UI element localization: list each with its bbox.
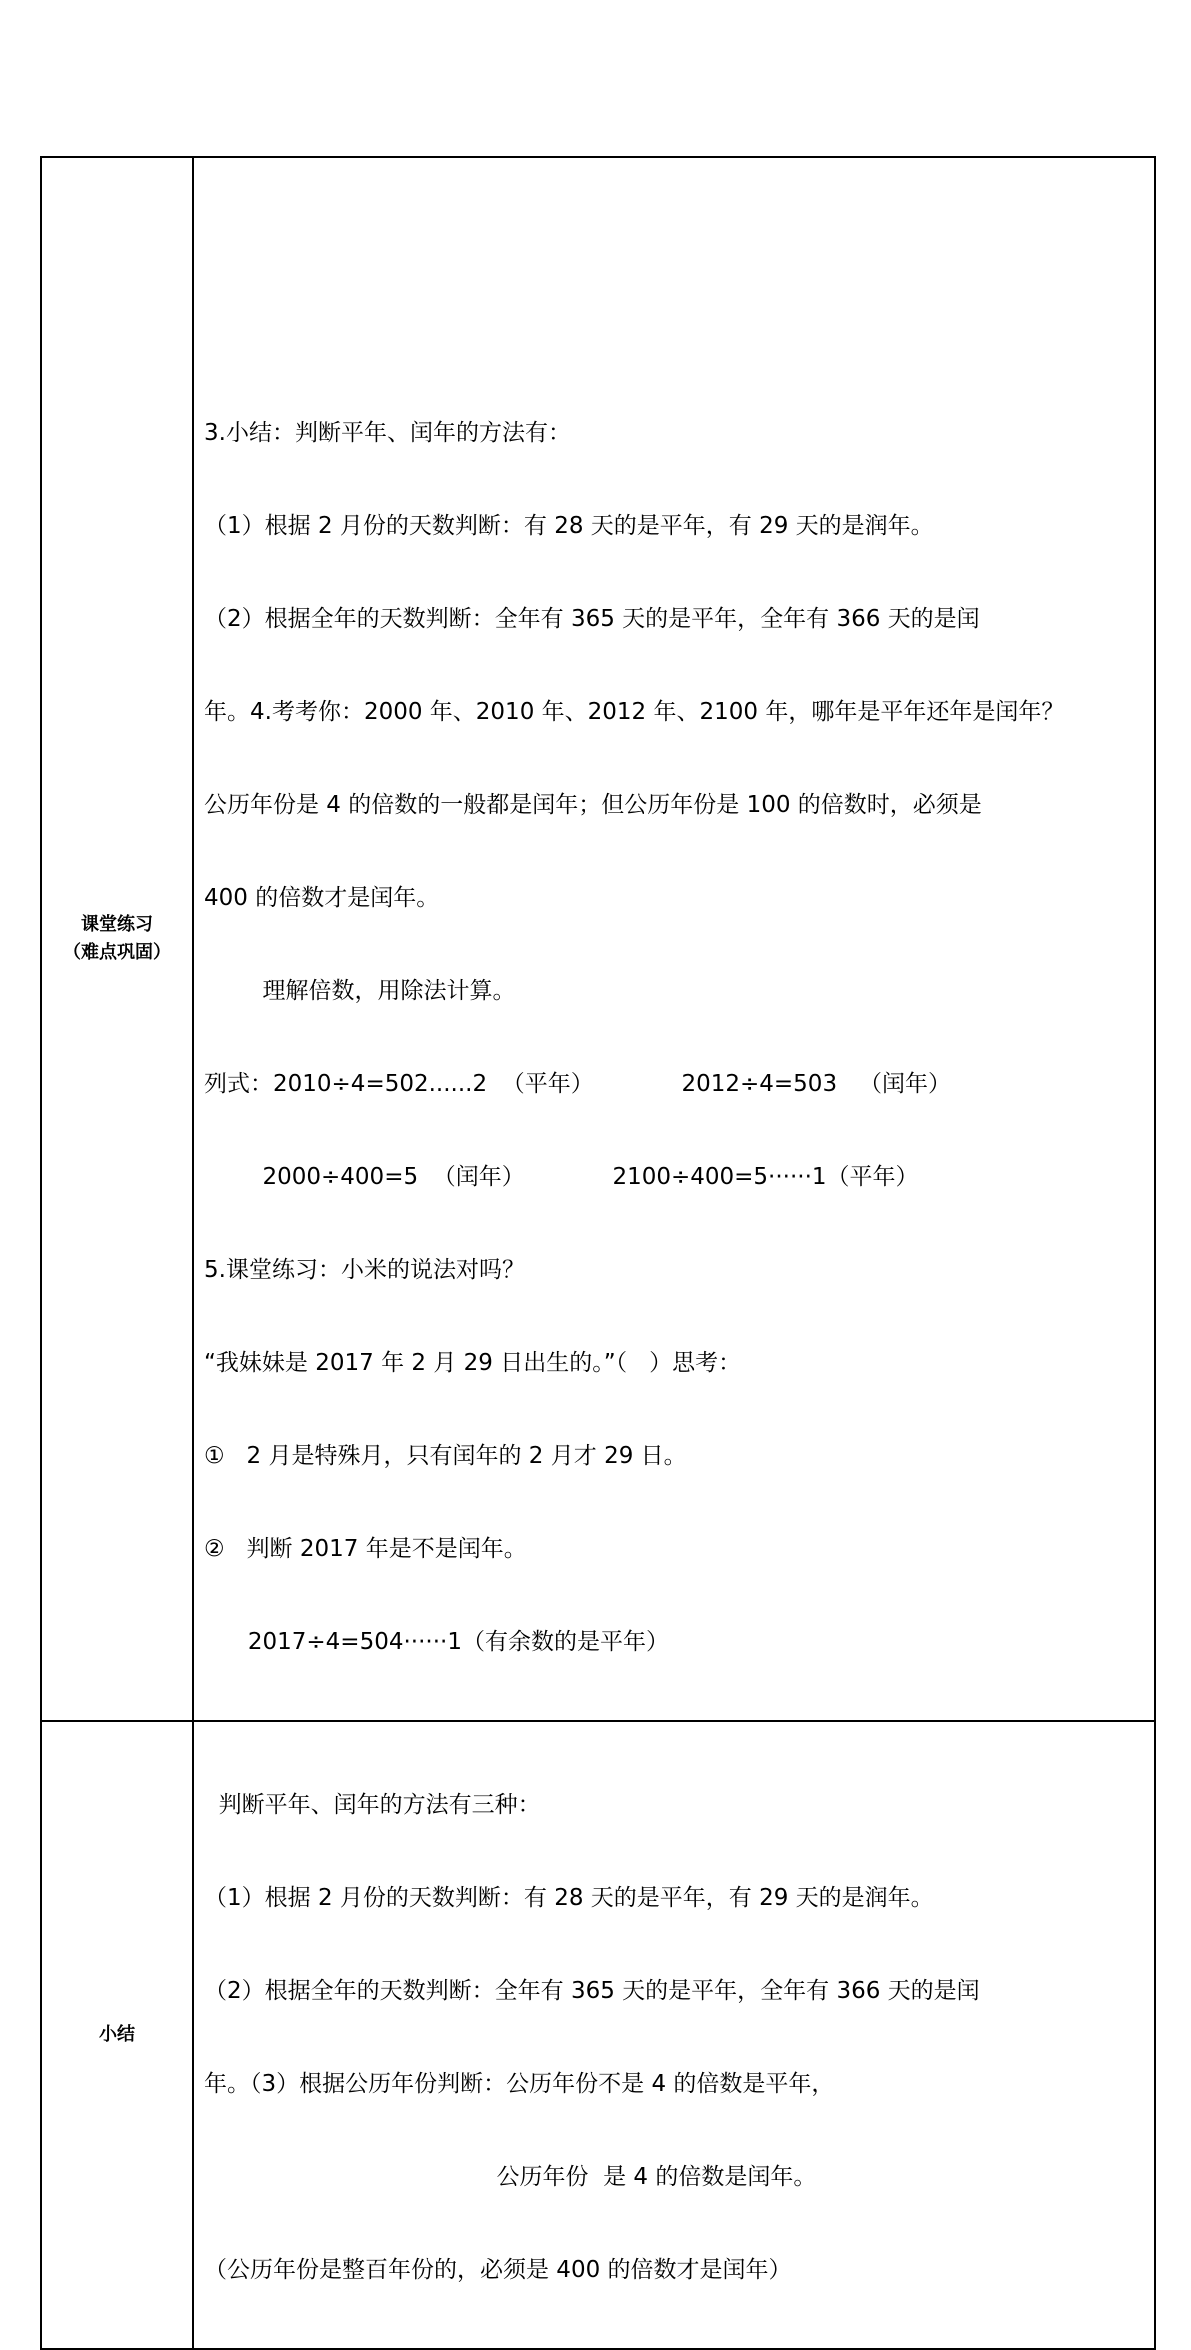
content-line: 判断平年、闰年的方法有三种： [204,1792,541,1818]
content-line: （1）根据 2 月份的天数判断：有 28 天的是平年，有 29 天的是润年。 [204,513,934,539]
content-line: 3.小结：判断平年、闰年的方法有： [204,420,571,446]
practice-label: 课堂练习 [81,914,153,935]
summary-content-cell [193,1721,1155,2349]
content-line: 年。（3）根据公历年份判断：公历年份不是 4 的倍数是平年， [204,2071,835,2097]
practice-row [41,157,1155,1721]
content-line: 5.课堂练习：小米的说法对吗？ [204,1257,525,1283]
lesson-plan-table [40,156,1156,2350]
content-line: 400 的倍数才是闰年。 [204,885,440,911]
summary-content [194,1722,1154,2348]
content-line: ① 2 月是特殊月，只有闰年的 2 月才 29 日。 [204,1443,687,1469]
summary-label-cell [41,1721,193,2349]
content-line: （2）根据全年的天数判断：全年有 365 天的是平年，全年有 366 天的是闰 [204,606,980,632]
content-line: 列式：2010÷4=502......2 （平年） 2012÷4=503 （闰年） [204,1071,952,1097]
content-line: （2）根据全年的天数判断：全年有 365 天的是平年，全年有 366 天的是闰 [204,1978,980,2004]
content-line: 年。4.考考你：2000 年、2010 年、2012 年、2100 年，哪年是平年还年是闰年？ [204,699,1065,725]
content-line: （1）根据 2 月份的天数判断：有 28 天的是平年，有 29 天的是润年。 [204,1885,934,1911]
content-line: （公历年份是整百年份的，必须是 400 的倍数才是闰年） [204,2257,792,2283]
practice-sublabel: （难点巩固） [63,942,171,963]
practice-label-cell [41,157,193,1721]
practice-content-cell [193,157,1155,1721]
content-line: ② 判断 2017 年是不是闰年。 [204,1536,527,1562]
summary-row [41,1721,1155,2349]
summary-label: 小结 [99,2024,135,2045]
content-line: 理解倍数，用除法计算。 [204,978,516,1004]
content-line: “我妹妹是 2017 年 2 月 29 日出生的。”（ ）思考： [204,1350,742,1376]
content-line: 公历年份是 4 的倍数的一般都是闰年；但公历年份是 100 的倍数时，必须是 [204,792,982,818]
practice-content [194,158,1154,1720]
content-line: 2017÷4=504······1（有余数的是平年） [204,1629,669,1655]
content-line: 2000÷400=5 （闰年） 2100÷400=5······1（平年） [204,1164,919,1190]
content-line: 公历年份 是 4 的倍数是闰年。 [204,2164,817,2190]
